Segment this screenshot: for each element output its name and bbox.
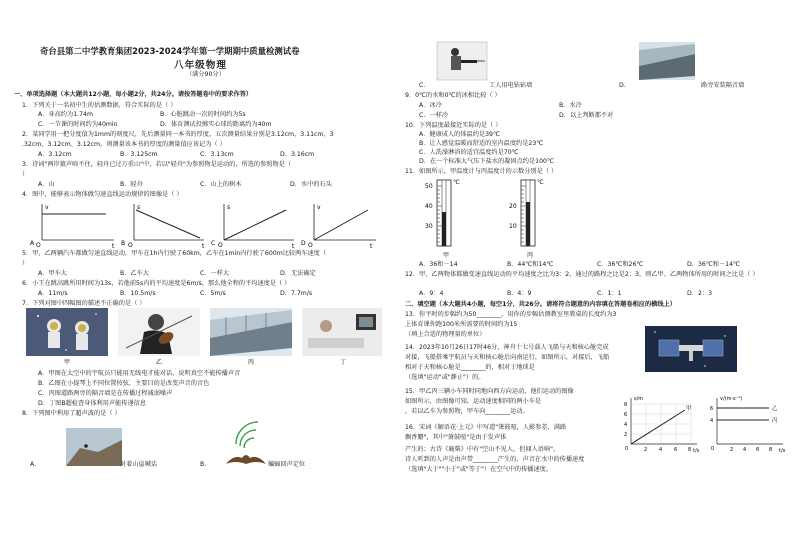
q16-line4: 诗人听到的人声是由声带________产生的，声音在水中的传播速度 — [405, 456, 585, 463]
q4-a-axis-t: t — [112, 243, 115, 250]
q4-a-axis-v: v — [45, 204, 49, 211]
q11-bing-unit: ℃ — [537, 179, 544, 186]
q12-option-c: C．1：1 — [597, 290, 622, 297]
q10-option-d: D．在一个标准大气压下盐水的凝固点约是100℃ — [419, 158, 554, 165]
q4-b-axis-t: t — [202, 243, 205, 250]
q15-st-ytick-2: 2 — [624, 432, 628, 438]
q6-option-d: D．7.7m/s — [280, 290, 313, 297]
q14-line3: 相对于天和核心舱是________的，相对于地球是 — [405, 364, 535, 371]
q4-graph-c — [211, 204, 295, 250]
q6-option-c: C．5m/s — [200, 290, 226, 297]
q7-option-b: B．乙图在小提琴上不同位置按弦，主要目的是改变声音的音色 — [38, 380, 210, 387]
q11-jia-tick-40: 40 — [425, 203, 433, 210]
q11-option-d: D．36℃和－14℃ — [687, 261, 740, 268]
q11-bing-tick-10: 10 — [509, 223, 517, 230]
q8-option-c-caption: 工人用电钻钻墙 — [489, 82, 533, 89]
q15-st-ytick-8: 8 — [624, 402, 628, 408]
q15-line2: 如图所示，由图像可知，运动速度相同的两小车是 — [405, 398, 542, 405]
q7-stem: 7．下列对图中四幅图的描述不正确的是（ ） — [22, 300, 146, 307]
q8-roadside-barrier-image — [639, 42, 695, 80]
q15-line3: ，若以乙车为参照物，甲车向________运动。 — [405, 408, 529, 415]
q11-stem: 11．如图所示，甲温度计与丙温度计的示数分别是（ ） — [405, 168, 558, 175]
q1-option-c: C．一节课的时间约为40min — [38, 121, 118, 128]
q4-graph-b — [121, 204, 205, 250]
q5-option-c: C．一样大 — [200, 270, 230, 277]
q1-option-b: B．心脏跳动一次的时间约为5s — [160, 111, 246, 118]
q11-option-a: A．36和－14 — [419, 261, 458, 268]
q5-line1: 5．甲、乙两辆汽车都做匀速直线运动，甲车在1h内行驶了60km，乙车在1min内行驶了600m比较两车速度（ — [22, 250, 327, 257]
q8-stem: 8．下列图中利用了超声波的是（ ） — [22, 410, 121, 417]
q10-stem: 10．下列温度最接近实际的是（ ） — [405, 122, 502, 129]
q11-thermometer-jia — [425, 179, 460, 259]
q15-st-xtick-8: 8 — [688, 447, 692, 453]
q11-option-c: C．36℃和26℃ — [597, 261, 644, 268]
q15-vt-graph — [710, 396, 786, 454]
q7-option-c: C．丙图道路两旁的隔音墙是在传播过程减弱噪声 — [38, 390, 173, 397]
q3-option-b: B．轻舟 — [120, 181, 143, 188]
q3-line1: 3．诗词"两岸猿声啼不住，轻舟已过万重山"中，若以"轻舟"为参照物是运动的，所选的参照物是（ — [22, 161, 292, 168]
q8-option-b: B． — [200, 461, 211, 468]
q8-drill-image — [437, 42, 487, 80]
q15-vt-x-label: t/s — [779, 448, 786, 454]
q5-option-d: D．无法确定 — [280, 270, 316, 277]
q15-st-xtick-4: 4 — [659, 447, 663, 453]
q4-c-label: C — [211, 240, 216, 247]
q11-bing-tick-20: 20 — [509, 203, 517, 210]
q15-vt-origin: 0 — [711, 446, 715, 452]
q4-d-label: D — [301, 240, 306, 247]
q3-option-c: C．山上的树木 — [200, 181, 242, 188]
q15-st-ytick-4: 4 — [624, 422, 628, 428]
section2-heading: 二、填空题（本大题共4小题，每空1分，共26分。请将符合题意的内容填在答题卷相应的横线上） — [405, 301, 676, 308]
q8-option-a: A． — [30, 461, 41, 468]
q4-a-origin: O — [36, 242, 41, 249]
q11-thermometer-bing — [509, 179, 544, 259]
q15-line1: 15．甲乙丙三辆小车同时同地向西方向运动，他们运动的图像 — [405, 388, 574, 395]
q15-vt-xtick-2: 2 — [730, 447, 734, 453]
q7-caption-ding: 丁 — [340, 359, 347, 366]
q15-st-x-label: t/s — [693, 448, 700, 454]
q12-option-a: A．9：4 — [419, 290, 444, 297]
q7-caption-yi: 乙 — [156, 359, 163, 366]
q15-st-xtick-2: 2 — [644, 447, 648, 453]
q15-vt-xtick-8: 8 — [769, 447, 773, 453]
q5-option-b: B．乙车大 — [120, 270, 149, 277]
q1-option-d: D．体育测试投掷实心球的距离约为40m — [160, 121, 272, 128]
q2-option-d: D．3.16cm — [280, 151, 315, 158]
q15-vt-ytick-6: 6 — [710, 406, 714, 412]
q15-st-origin: 0 — [625, 446, 629, 452]
q8-option-a-caption: 对着山崖喊话 — [120, 461, 158, 468]
exam-title: 奇台县第二中学教育集团2023-2024学年第一学期期中质量检测试卷 — [40, 46, 300, 56]
q14-space-station-image — [645, 326, 737, 372]
q13-line1: 13．你平时的步幅约为50________，用你的步幅估测教室里教桌的长度约为3 — [405, 311, 617, 318]
q15-vt-y-label: v/(m·s⁻¹) — [720, 396, 743, 402]
q8-bat-image — [226, 422, 266, 464]
subject-title: 八年级物理 — [174, 60, 227, 71]
q11-thermometers — [417, 174, 597, 260]
q15-st-y-label: s/m — [634, 396, 644, 402]
q9-option-c: C．一样冷 — [419, 112, 449, 119]
q7-caption-jia: 甲 — [64, 359, 71, 366]
q2-option-c: C．3.13cm — [200, 151, 234, 158]
q15-st-graph — [624, 396, 700, 454]
q6-line1: 6．小王在跳高跳所用时间为13s，若他前5s内的平均速度是6m/s，那么他全程的平均速度是（ ） — [22, 280, 291, 287]
q4-stem: 4．图中，能够表示物体做匀速直线运动规律的图像是（ ） — [22, 191, 183, 198]
q15-vt-xtick-4: 4 — [743, 447, 747, 453]
q14-line1: 14．2023年10月26日17时46分，神舟十七号载人飞船与天和核心舱完成 — [405, 344, 609, 351]
q15-vt-ytick-4: 4 — [710, 418, 714, 424]
q11-jia-tick-50: 50 — [425, 183, 433, 190]
q8-images-cd — [415, 40, 785, 84]
section1-heading: 一、单项选择题（本大题共12小题，每小题2分，共24分。请按答题卷中的要求作答） — [14, 91, 253, 98]
q7-ultrasound-image — [302, 308, 382, 356]
q4-c-axis-s: s — [227, 204, 231, 211]
q10-option-b: B．让人感觉温暖而舒适的室内温度约是23℃ — [419, 140, 544, 147]
q3-option-d: D．水中的石头 — [290, 181, 332, 188]
q6-option-b: B．10.5m/s — [120, 290, 156, 297]
q10-option-c: C．人洗澡淋浴的适宜温度约是70℃ — [419, 149, 519, 156]
q11-jia-unit: ℃ — [453, 179, 460, 186]
q3-option-a: A．山 — [38, 181, 55, 188]
q9-option-d: D．以上判断都不对 — [559, 112, 614, 119]
q5-line2: ） — [22, 260, 29, 267]
q4-b-origin: O — [128, 242, 133, 249]
q2-line1: 2．某同学用一把分度值为1mm的刻度尺，先后测量同一本书的厚度，五次测量结果分别是3.12cm、3.11cm、3 — [22, 131, 334, 138]
q4-b-axis-s: s — [137, 204, 141, 211]
q7-sound-barrier-image — [210, 308, 292, 356]
q14-line2: 对接，飞船搭乘宇航员与天和核心舱后向南运行，如图所示，对接后，飞船 — [405, 354, 610, 361]
q16-line5: （选填"大于""小于"或"等于"）在空气中的传播速度。 — [405, 466, 553, 473]
q4-c-origin: O — [218, 242, 223, 249]
q4-d-origin: O — [308, 242, 313, 249]
q14-line4: （选填"运动"或"静止"）的。 — [405, 374, 485, 381]
q15-st-series-jia: 甲 — [686, 406, 692, 412]
q2-option-a: A．3.12cm — [38, 151, 72, 158]
q8-option-b-caption: 蝙蝠回声定位 — [268, 461, 306, 468]
q2-line2: .32cm、3.12cm、3.12cm，则测量该本书的厚度的测量值应该记为（ ） — [22, 141, 226, 148]
q7-astronaut-image — [26, 308, 108, 356]
q16-line2: 飘香麝"，其中"箫鼓喧"是由于发声体 — [405, 434, 507, 441]
q5-option-a: A．甲车大 — [38, 270, 67, 277]
q15-vt-xtick-6: 6 — [756, 447, 760, 453]
q4-graph-d — [301, 204, 376, 250]
q4-b-label: B — [121, 240, 126, 247]
q15-vt-series-yi: 乙 — [772, 406, 778, 412]
q6-option-a: A．11m/s — [38, 290, 68, 297]
q7-caption-bing: 丙 — [248, 359, 255, 366]
q16-line1: 16．宋词《解语花·上元》中写道"箫鼓喧，人影参差，满路 — [405, 424, 567, 431]
q4-graph-a — [30, 204, 115, 250]
q4-c-axis-t: t — [292, 243, 295, 250]
q7-violin-image — [118, 308, 200, 356]
q9-stem: 9．0℃的水和0℃的冰相比较（ ） — [405, 92, 501, 99]
q11-caption-jia: 甲 — [443, 252, 450, 259]
q12-option-d: D．2：3 — [687, 290, 713, 297]
q12-option-b: B．4：9 — [507, 290, 532, 297]
q15-st-ytick-6: 6 — [624, 412, 628, 418]
q4-a-label: A — [30, 240, 35, 247]
q15-vt-series-bing: 丙 — [772, 418, 778, 424]
q3-line2: ） — [22, 171, 29, 178]
q13-line2: 上体育课你跑100米所需要的时间约为15 — [405, 321, 518, 328]
q8-option-d: D． — [619, 82, 630, 89]
q12-stem: 12．甲、乙两物体都做变速直线运动的平均速度之比为3：2，通过的路程之比是2：3，则乙甲、乙两物体所用的时间之比是（ ） — [405, 271, 759, 278]
q11-caption-bing: 丙 — [527, 252, 534, 259]
q9-option-a: A．冰冷 — [419, 102, 442, 109]
q15-st-xtick-6: 6 — [674, 447, 678, 453]
q13-line3: （填上合适的物理量的单位） — [405, 331, 486, 338]
q10-option-a: A．健康成人的体温约是39℃ — [419, 131, 500, 138]
q8-option-d-caption: 路旁安装隔音墙 — [701, 82, 745, 89]
q8-option-c: C． — [419, 82, 430, 89]
q9-option-b: B．水冷 — [559, 102, 582, 109]
q15-graphs — [619, 394, 789, 456]
q7-option-a: A．甲图在太空中的宇航员只能用无线电才能对话，说明真空不能传播声音 — [38, 370, 241, 377]
q4-d-axis-v: v — [317, 204, 321, 211]
q11-jia-tick-30: 30 — [425, 223, 433, 230]
q7-images — [26, 308, 382, 366]
q2-option-b: B．3.125cm — [120, 151, 158, 158]
q1-stem: 1．下列关于一名初中生的估测数据，符合实际的是（ ） — [22, 102, 177, 109]
q11-option-b: B．44℃和14℃ — [507, 261, 554, 268]
full-score: （满分90分） — [186, 71, 225, 78]
q4-d-axis-t: t — [370, 243, 373, 250]
q8-cliff-image — [66, 428, 122, 466]
q1-option-a: A．身高约为1.74m — [38, 111, 93, 118]
q7-option-d: D．丁图B超检查身体利用声能传递信息 — [38, 400, 147, 407]
q4-graphs — [28, 200, 378, 250]
q16-line3: 产生的；古诗《鹿柴》中有"空山不见人，但闻人语响"， — [405, 446, 560, 453]
